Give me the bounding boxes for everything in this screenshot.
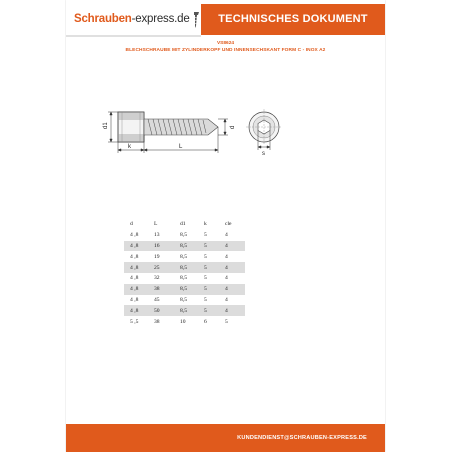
cell-d1: 8,5	[180, 284, 204, 295]
cell-cle: 4	[225, 262, 245, 273]
table-header-row	[124, 219, 245, 230]
cell-L: 13	[154, 232, 160, 239]
cell-k: 5	[204, 284, 225, 295]
label-k: k	[128, 144, 131, 150]
cell-L: 25	[154, 262, 180, 273]
cell-d: 4 ,8	[130, 232, 139, 239]
table-row	[124, 305, 245, 316]
cell-k: 5	[204, 241, 225, 252]
technical-drawing	[96, 98, 356, 158]
cell-d: 4 ,8	[130, 296, 139, 303]
cell-cle: 4	[225, 284, 245, 295]
cell-L: 38	[154, 318, 160, 325]
table-row	[124, 284, 245, 295]
dimensions-table	[124, 219, 245, 327]
product-name: BLECHSCHRAUBE MIT ZYLINDERKOPF UND INNENSECHSKANT FORM C - INOX A2	[125, 48, 326, 53]
cell-cle: 5	[225, 318, 228, 325]
title-bar	[201, 4, 385, 35]
document-page	[66, 0, 385, 452]
table-row	[124, 273, 245, 284]
screw-icon	[192, 12, 200, 28]
support-email: KUNDENDIENST@SCHRAUBEN-EXPRESS.DE	[237, 435, 367, 441]
document-title: TECHNISCHES DOKUMENT	[218, 13, 368, 25]
document-header	[66, 4, 385, 35]
table-row	[124, 295, 245, 306]
screw-head	[118, 112, 144, 142]
label-d1: d1	[103, 122, 109, 129]
cell-k: 5	[204, 232, 207, 239]
document-footer	[66, 424, 385, 452]
cell-cle: 4	[225, 305, 245, 316]
dimension-d	[218, 119, 228, 135]
logo-domain: -express.de	[131, 13, 190, 25]
label-d: d	[230, 125, 236, 129]
cell-d1: 8,5	[180, 253, 187, 260]
cell-cle: 4	[225, 232, 228, 239]
cell-k: 5	[204, 253, 207, 260]
label-s: s	[262, 151, 265, 157]
screw-end-view	[246, 109, 282, 145]
cell-L: 32	[154, 275, 160, 282]
cell-cle: 4	[225, 275, 228, 282]
screw-shank	[144, 119, 218, 135]
cell-k: 5	[204, 305, 225, 316]
cell-d1: 8,5	[180, 241, 204, 252]
cell-d1: 8,5	[180, 275, 187, 282]
cell-d1: 8,5	[180, 262, 204, 273]
header-d: d	[130, 221, 133, 228]
article-number: VS8624	[216, 41, 235, 46]
table-row	[124, 241, 245, 252]
cell-L: 50	[154, 305, 180, 316]
cell-cle: 4	[225, 253, 228, 260]
cell-k: 5	[204, 296, 207, 303]
cell-L: 19	[154, 253, 160, 260]
header-d1: d1	[180, 221, 186, 228]
table-row	[124, 230, 245, 241]
cell-d1: 8,5	[180, 296, 187, 303]
cell-d: 4 ,8	[124, 262, 154, 273]
cell-d: 4 ,8	[124, 284, 154, 295]
cell-k: 5	[204, 275, 207, 282]
table-row	[124, 251, 245, 262]
cell-L: 38	[154, 284, 180, 295]
header-k: k	[204, 221, 207, 228]
label-L: L	[179, 144, 183, 150]
cell-cle: 4	[225, 241, 245, 252]
dimension-d1	[108, 112, 118, 142]
cell-k: 6	[204, 318, 207, 325]
cell-d1: 10	[180, 318, 186, 325]
header-L: L	[154, 221, 158, 228]
cell-d1: 8,5	[180, 305, 204, 316]
cell-k: 5	[204, 262, 225, 273]
table-row	[124, 316, 245, 327]
cell-d: 4 ,8	[130, 275, 139, 282]
cell-L: 45	[154, 296, 160, 303]
cell-d: 4 ,8	[124, 305, 154, 316]
cell-d: 4 ,8	[130, 253, 139, 260]
header-cle: cle	[225, 221, 232, 228]
cell-cle: 4	[225, 296, 228, 303]
logo-brand: Schrauben	[74, 13, 132, 25]
cell-d1: 8,5	[180, 232, 187, 239]
cell-d: 5 ,5	[130, 318, 139, 325]
cell-L: 16	[154, 241, 180, 252]
table-row	[124, 262, 245, 273]
logo	[66, 4, 201, 37]
logo-text	[74, 13, 190, 25]
cell-d: 4 ,8	[124, 241, 154, 252]
